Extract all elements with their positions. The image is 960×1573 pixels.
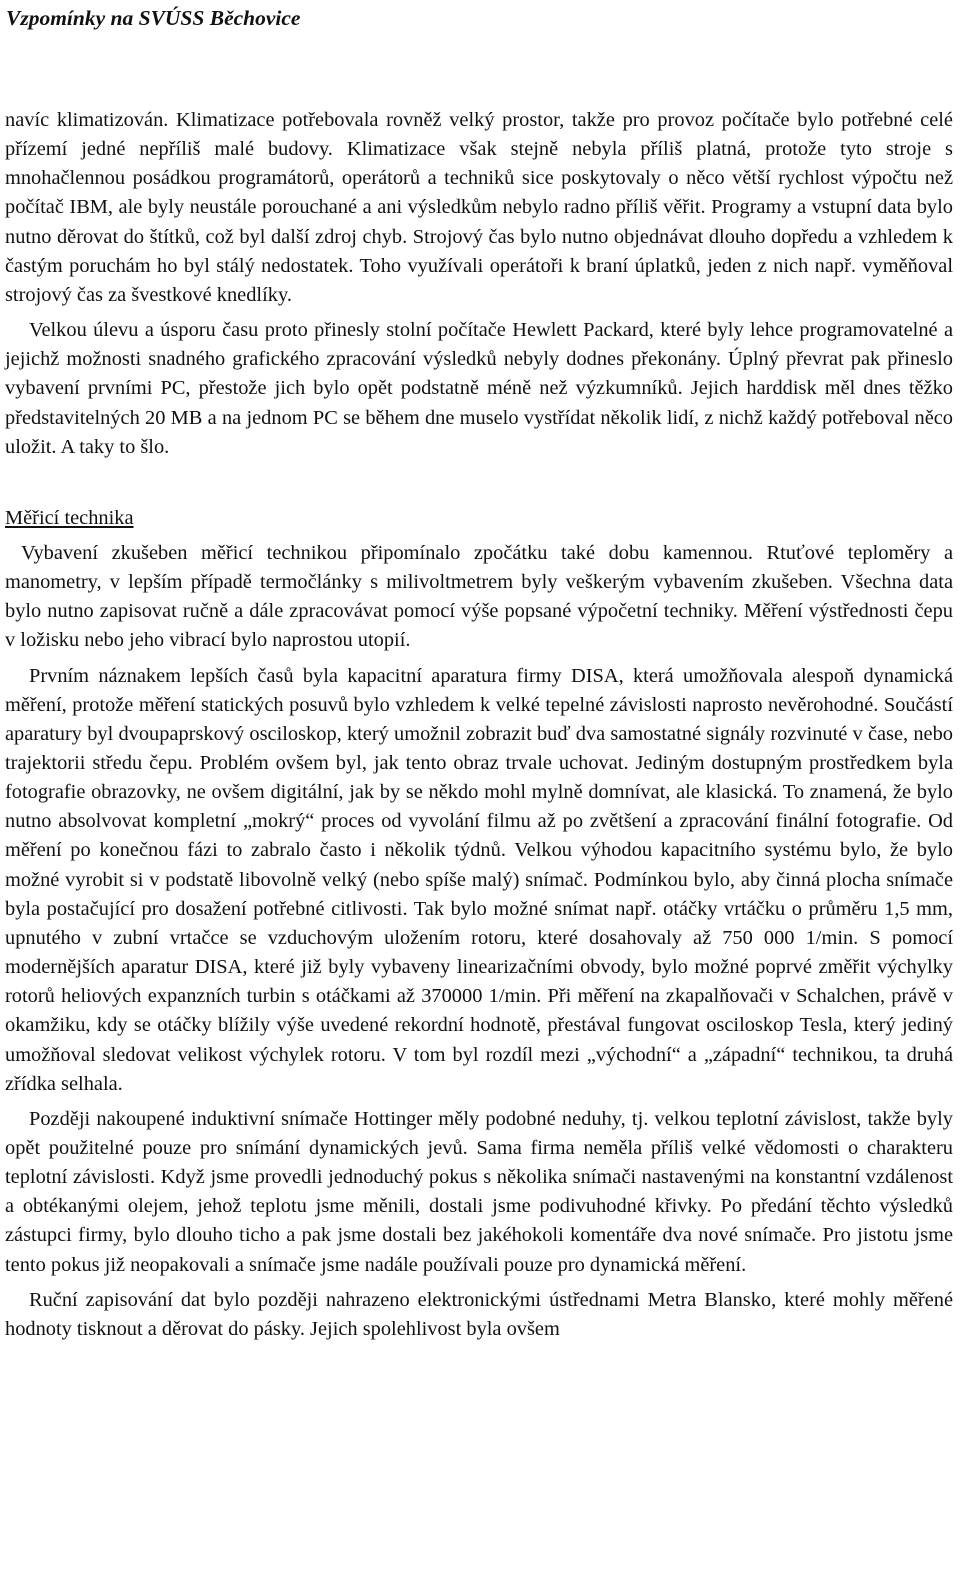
section-heading: Měřicí technika — [5, 506, 134, 529]
paragraph-metra-blansko: Ruční zapisování dat bylo později nahrazeno elektronickými ústřednami Metra Blansko, které mohly měřené hodnoty tisknout a děrovat do pásky. Jejich spolehlivost byla ovšem — [5, 1288, 953, 1340]
paragraph-hottinger-sensors: Později nakoupené induktivní snímače Hottinger měly podobné neduhy, tj. velkou teplotní závislost, takže byly opět použitelné pouze pro snímání dynamických jevů. Sama firma neměla příliš velké vědomosti o charakteru teplotní závislosti. Když jsme provedli jednoduchý pokus s několika snímači nastavenými na konstantní vzdálenost a obtékanými olejem, jehož teplotu jsme měnili, dostali jsme podivuhodné křivky. Po předání těchto výsledků zástupci firmy, bylo dlouho ticho a pak jsme dostali bez jakéhokoli komentáře dva nové snímače. Pro jistotu jsme tento pokus již neopakovali a snímače jsme nadále používali pouze pro dynamická měření. — [5, 1107, 953, 1276]
paragraph-disa-apparatus: Prvním náznakem lepších časů byla kapacitní aparatura firmy DISA, která umožňovala alespoň dynamická měření, protože měření statických posuvů bylo vzhledem k velké tepelné závislosti naprosto nevěrohodné. Součástí aparatury byl dvoupaprskový osciloskop, který umožnil zobrazit buď dva samostatné signály rozvinuté v čase, nebo trajektorii středu čepu. Problém ovšem byl, jak tento obraz trvale uchovat. Jediným dostupným prostředkem byla fotografie obrazovky, ne ovšem digitální, jak by se někdo mohl mylně domnívat, ale klasická. To znamená, že bylo nutno absolvovat kompletní „mokrý“ proces od vyvolání filmu až po zvětšení a zpracování finální fotografie. Od měření po konečnou fázi to zabralo často i několik týdnů. Velkou výhodou kapacitního systému bylo, že bylo možné vyrobit si v podstatě libovolně velký (nebo spíše malý) snímač. Podmínkou bylo, aby činná plocha snímače byla postačující pro dosažení potřebné citlivosti. Tak bylo možné snímat např. otáčky vrtáčku o průměru 1,5 mm, upnutého v zubní vrtačce se vzduchovým uložením rotoru, které dosahovaly až 750 000 1/min. S pomocí modernějších aparatur DISA, které již byly vybaveny linearizačními obvody, bylo možné poprvé změřit výchylky rotorů heliových expanzních turbin s otáčkami až 370000 1/min. Při měření na zkapalňovači v Schalchen, právě v okamžiku, kdy se otáčky blížily výše uvedené rekordní hodnotě, přestával fungovat osciloskop Tesla, který jediný umožňoval sledovat velikost výchylek rotoru. V tom byl rozdíl mezi „východní“ a „západní“ technikou, ta druhá zřídka selhala. — [5, 664, 953, 1095]
paragraph-continued: navíc klimatizován. Klimatizace potřebovala rovněž velký prostor, takže pro provoz počítače bylo potřebné celé přízemí jedné nepříliš malé budovy. Klimatizace však stejně nebyla příliš platná, protože tyto stroje s mnohačlennou posádkou programátorů, operátorů a techniků sice poskytovaly o něco větší rychlost výpočtu než počítač IBM, ale byly neustále porouchané a ani výsledkům nebylo radno příliš věřit. Programy a vstupní data bylo nutno děrovat do štítků, což byl další zdroj chyb. Strojový čas bylo nutno objednávat dlouho dopředu a vzhledem k častým poruchám ho byl stálý nedostatek. Toho využívali operátoři k braní úplatků, jeden z nich např. vyměňoval strojový čas za švestkové knedlíky. — [5, 109, 953, 306]
page-header-title: Vzpomínky na SVÚSS Běchovice — [6, 6, 301, 30]
document-body — [5, 106, 953, 1344]
paragraph-computers: Velkou úlevu a úsporu času proto přinesly stolní počítače Hewlett Packard, které byly lehce programovatelné a jejichž možnosti snadného grafického zpracování výsledků nebyly dodnes překonány. Úplný převrat pak přineslo vybavení prvními PC, přestože jich bylo opět podstatně méně než výzkumníků. Jejich harddisk měl dnes těžko představitelných 20 MB a na jednom PC se během dne muselo vystřídat několik lidí, z nichž každý potřeboval něco uložit. A taky to šlo. — [5, 319, 953, 458]
paragraph-measurement-equipment: Vybavení zkušeben měřicí technikou připomínalo zpočátku také dobu kamennou. Rtuťové teploměry a manometry, v lepším případě termočlánky s milivoltmetrem byly veškerým vybavením zkušeben. Všechna data bylo nutno zapisovat ručně a dále zpracovávat pomocí výše popsané výpočetní techniky. Měření výstřednosti čepu v ložisku nebo jeho vibrací bylo naprostou utopií. — [5, 541, 953, 652]
